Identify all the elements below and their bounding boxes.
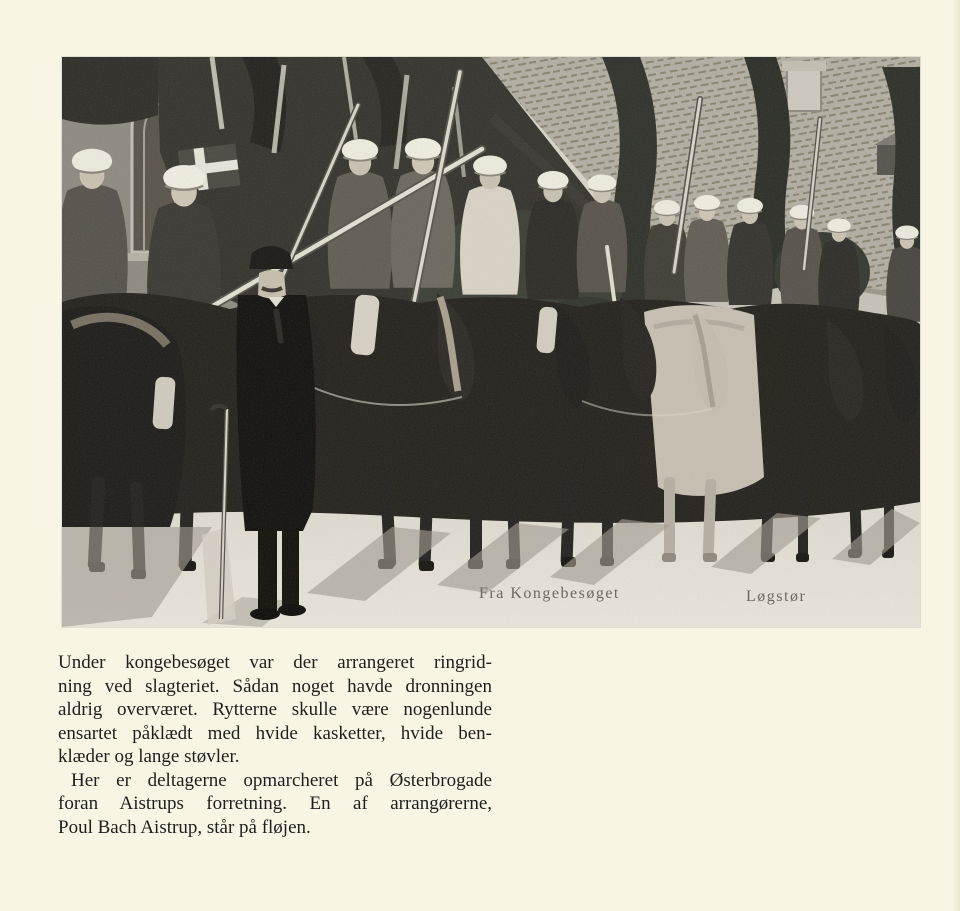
page-edge-shading	[952, 0, 960, 911]
paragraph	[58, 769, 492, 840]
photo-caption-left: Fra Kongebesøget	[479, 585, 620, 602]
text-line: ensartet påklædt med hvide kasketter, hvide ben-	[58, 722, 492, 744]
text-line: Under kongebesøget var der arrangeret ringrid-	[58, 652, 492, 673]
historical-photograph	[62, 57, 920, 627]
text-line: Her er deltagerne opmarcheret på Østerbrogade	[71, 769, 492, 791]
text-line: ning ved slagteriet. Sådan noget havde dronningen	[58, 675, 492, 697]
caption-text-block	[58, 651, 492, 839]
text-line: foran Aistrups forretning. En af arrangørerne,	[58, 793, 492, 814]
text-line: aldrig overværet. Rytterne skulle være nogenlunde	[58, 699, 492, 720]
text-line: Poul Bach Aistrup, står på fløjen.	[58, 816, 311, 838]
text-line: klæder og lange støvler.	[58, 746, 240, 767]
photo-caption-right: Løgstør	[746, 588, 807, 605]
photo-grain	[62, 57, 920, 627]
photo-scene	[62, 57, 920, 627]
paragraph	[58, 651, 492, 769]
